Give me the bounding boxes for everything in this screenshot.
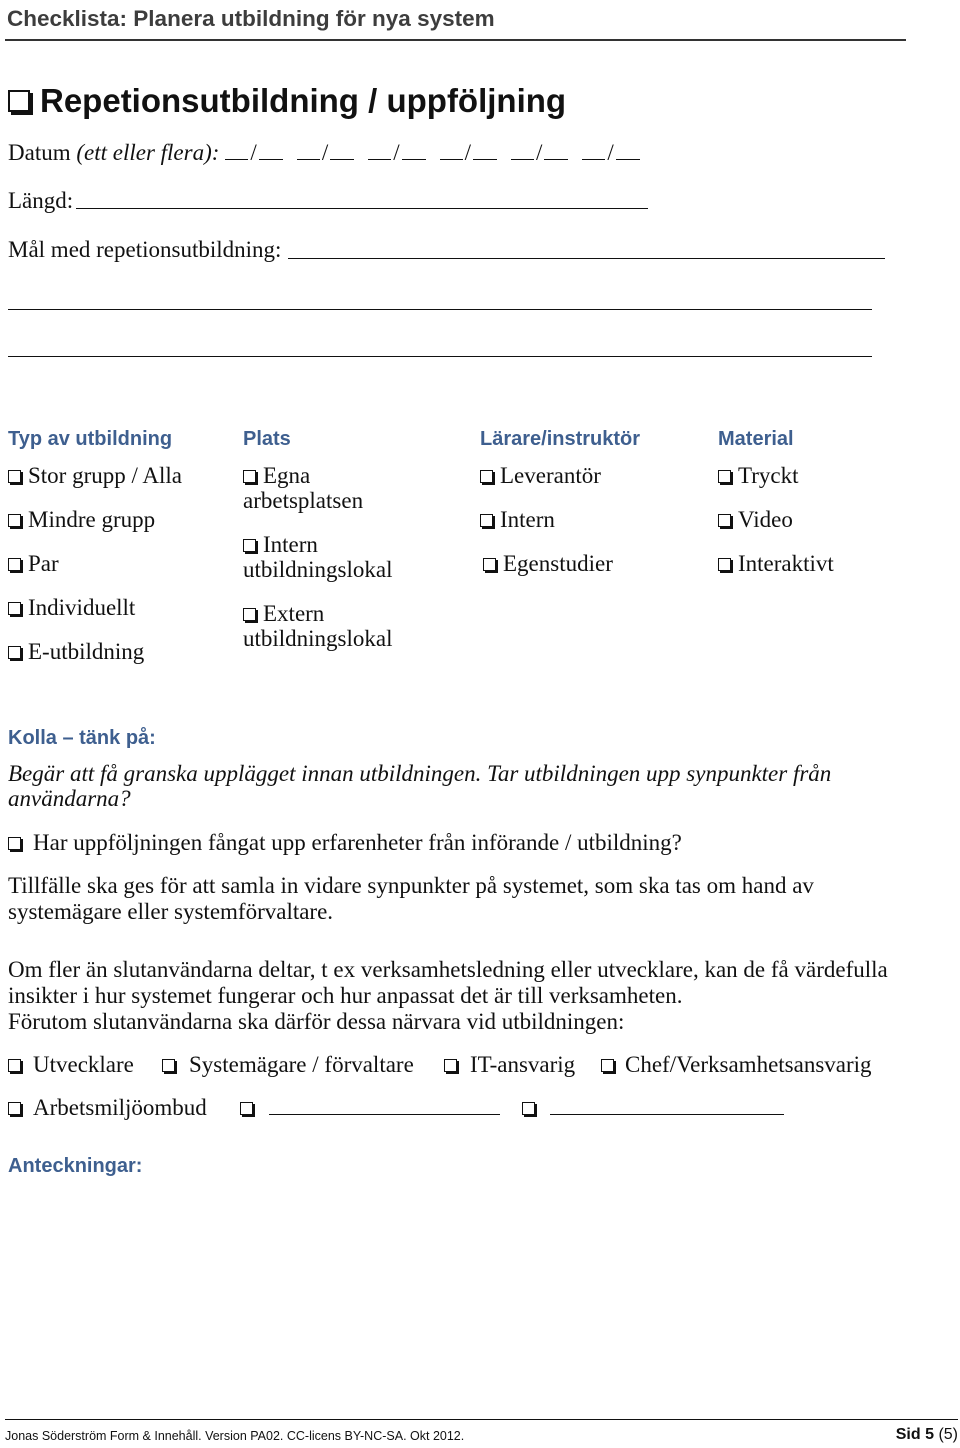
paragraph-line: insikter i hur systemet fungerar och hur anpassat det är till verksamheten.	[8, 983, 683, 1008]
date-separator: /	[607, 140, 614, 165]
checkbox[interactable]	[480, 514, 493, 527]
date-slot[interactable]	[368, 140, 425, 166]
participant-custom-1[interactable]	[240, 1095, 500, 1121]
column-heading: Plats	[243, 428, 291, 450]
date-blank[interactable]	[473, 145, 497, 160]
option-label: Extern utbildningslokal	[243, 601, 393, 651]
date-slot[interactable]	[297, 140, 354, 166]
check-question-line: Begär att få granska upplägget innan utbildningen. Tar utbildningen upp synpunkter från	[8, 761, 832, 786]
participant-chef[interactable]	[601, 1052, 872, 1078]
participant-custom-2[interactable]	[522, 1095, 784, 1121]
option-item[interactable]	[8, 595, 233, 620]
checkbox[interactable]	[8, 1102, 21, 1115]
option-item[interactable]	[480, 551, 705, 576]
mal-blank-line-3[interactable]	[8, 356, 872, 357]
checkbox[interactable]	[718, 558, 731, 571]
langd-blank[interactable]	[76, 208, 648, 209]
participant-label: Chef/Verksamhetsansvarig	[625, 1052, 872, 1077]
date-blank[interactable]	[368, 145, 391, 160]
date-blank[interactable]	[511, 145, 534, 160]
checkbox[interactable]	[8, 514, 21, 527]
date-blank[interactable]	[544, 145, 568, 160]
check-question	[8, 761, 831, 811]
option-item[interactable]	[718, 463, 948, 488]
option-label: Intern utbildningslokal	[243, 532, 393, 582]
check-note	[8, 873, 814, 925]
section-checkbox[interactable]	[8, 90, 30, 112]
column-heading: Lärare/instruktör	[480, 428, 641, 450]
section-title-text: Repetionsutbildning / uppföljning	[40, 82, 567, 119]
section-title	[8, 81, 566, 121]
option-label: E-utbildning	[28, 639, 145, 664]
participants-row-2	[0, 1095, 960, 1121]
option-label: Video	[738, 507, 793, 532]
checkbox[interactable]	[444, 1059, 457, 1072]
datum-row	[8, 140, 654, 166]
option-label: Stor grupp / Alla	[28, 463, 182, 488]
date-slot[interactable]	[582, 140, 639, 166]
header-divider	[5, 39, 906, 41]
check-heading: Kolla – tänk på:	[8, 727, 156, 749]
option-label: Individuellt	[28, 595, 136, 620]
participant-utvecklare[interactable]	[8, 1052, 134, 1078]
date-slots	[225, 140, 653, 166]
option-label: Interaktivt	[738, 551, 834, 576]
date-slot[interactable]	[225, 140, 282, 166]
participant-label: IT-ansvarig	[470, 1052, 576, 1077]
date-blank[interactable]	[297, 145, 320, 160]
date-blank[interactable]	[440, 145, 463, 160]
participant-blank[interactable]	[269, 1100, 500, 1115]
option-label: Mindre grupp	[28, 507, 156, 532]
option-item[interactable]	[480, 463, 705, 488]
date-blank[interactable]	[582, 145, 605, 160]
date-separator: /	[321, 140, 329, 165]
option-item[interactable]	[718, 551, 948, 576]
checkbox[interactable]	[8, 837, 21, 850]
option-label: Leverantör	[500, 463, 601, 488]
datum-hint: (ett eller flera):	[76, 140, 220, 165]
page-number	[896, 1424, 958, 1446]
column-larare-instruktor	[480, 426, 705, 595]
option-label: Egenstudier	[503, 551, 613, 576]
langd-label: Längd:	[8, 188, 74, 213]
column-typ-av-utbildning	[8, 426, 233, 683]
participant-arbetsmiljoombud[interactable]	[8, 1095, 207, 1121]
option-label: Par	[28, 551, 59, 576]
check-item[interactable]	[8, 830, 682, 856]
option-item[interactable]	[243, 532, 418, 582]
participants-paragraph	[8, 957, 888, 1035]
participant-label: Utvecklare	[33, 1052, 134, 1077]
checkbox[interactable]	[243, 470, 256, 483]
datum-label: Datum	[8, 140, 71, 165]
date-blank[interactable]	[616, 145, 640, 160]
column-material	[718, 426, 948, 595]
column-heading: Material	[718, 428, 794, 450]
date-blank[interactable]	[259, 145, 283, 160]
check-question-line: användarna?	[8, 786, 131, 811]
checkbox[interactable]	[8, 602, 21, 615]
option-item[interactable]	[8, 639, 233, 664]
checkbox[interactable]	[8, 558, 21, 571]
column-heading: Typ av utbildning	[8, 428, 173, 450]
option-item[interactable]	[718, 507, 948, 532]
check-note-line: Tillfälle ska ges för att samla in vidare synpunkter på systemet, som ska tas om hand av	[8, 873, 814, 898]
date-separator: /	[393, 140, 400, 165]
date-slot[interactable]	[511, 140, 568, 166]
footer-divider	[5, 1419, 958, 1420]
option-item[interactable]	[8, 463, 233, 488]
participant-label: Arbetsmiljöombud	[33, 1095, 207, 1120]
checkbox[interactable]	[480, 470, 493, 483]
mal-label: Mål med repetionsutbildning:	[8, 237, 282, 262]
participant-systemagare[interactable]	[162, 1052, 414, 1078]
paragraph-line: Om fler än slutanvändarna deltar, t ex verksamhetsledning eller utvecklare, kan de få värdefulla	[8, 957, 888, 982]
option-label: Tryckt	[738, 463, 799, 488]
participant-it-ansvarig[interactable]	[444, 1052, 575, 1078]
checkbox[interactable]	[522, 1102, 535, 1115]
option-item[interactable]	[480, 507, 705, 532]
page-label: Sid 5	[895, 1426, 934, 1443]
option-item[interactable]	[243, 463, 418, 513]
checkbox[interactable]	[718, 514, 731, 527]
checkbox[interactable]	[601, 1059, 614, 1072]
date-blank[interactable]	[402, 145, 426, 160]
option-label: Egna arbetsplatsen	[243, 463, 364, 513]
checkbox[interactable]	[243, 608, 256, 621]
footer-credit: Jonas Söderström Form & Innehåll. Version PA02. CC-licens BY-NC-SA. Okt 2012.	[5, 1429, 465, 1443]
date-blank[interactable]	[225, 145, 248, 160]
check-item-label: Har uppföljningen fångat upp erfarenheter från införande / utbildning?	[33, 830, 682, 855]
page-total: (5)	[938, 1426, 958, 1443]
option-label: Intern	[500, 507, 555, 532]
date-separator: /	[464, 140, 471, 165]
notes-heading: Anteckningar:	[8, 1155, 143, 1177]
checkbox[interactable]	[8, 646, 21, 659]
column-plats	[243, 426, 418, 670]
participant-blank[interactable]	[550, 1100, 784, 1115]
mal-blank[interactable]	[288, 258, 885, 259]
check-note-line: systemägare eller systemförvaltare.	[8, 899, 334, 924]
checkbox[interactable]	[718, 470, 731, 483]
participant-label: Systemägare / förvaltare	[189, 1052, 414, 1077]
checkbox[interactable]	[243, 539, 256, 552]
option-item[interactable]	[8, 507, 233, 532]
participants-row-1	[0, 1052, 960, 1078]
mal-blank-line-2[interactable]	[8, 309, 872, 310]
checkbox[interactable]	[483, 558, 496, 571]
date-blank[interactable]	[330, 145, 354, 160]
option-item[interactable]	[8, 551, 233, 576]
date-separator: /	[250, 140, 257, 165]
date-separator: /	[535, 140, 543, 165]
checkbox[interactable]	[8, 470, 21, 483]
participants-intro: Förutom slutanvändarna ska därför dessa närvara vid utbildningen:	[8, 1009, 625, 1034]
checkbox[interactable]	[240, 1102, 253, 1115]
checkbox[interactable]	[162, 1059, 175, 1072]
document-title: Checklista: Planera utbildning för nya system	[7, 6, 495, 31]
date-slot[interactable]	[440, 140, 497, 166]
option-item[interactable]	[243, 601, 418, 651]
checkbox[interactable]	[8, 1059, 21, 1072]
